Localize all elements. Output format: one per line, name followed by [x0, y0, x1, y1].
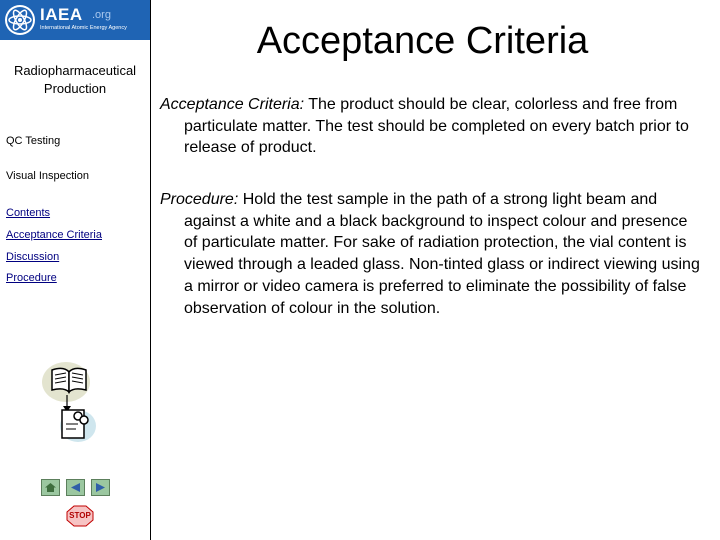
page-title: Acceptance Criteria	[256, 20, 589, 62]
stop-button[interactable]	[66, 505, 94, 527]
home-button[interactable]	[41, 479, 60, 496]
link-procedure[interactable]: Procedure	[6, 272, 57, 284]
sidebar	[0, 0, 151, 540]
acceptance-paragraph	[160, 94, 705, 159]
back-arrow-icon	[69, 482, 82, 493]
topic-label: Visual Inspection	[6, 170, 89, 182]
procedure-text: Hold the test sample in the path of a strong light beam and against a white and a black background to inspect colour and presence of particulate matter. For sake of radiation protection, the vial content is viewed through a leaded glass. Non-tinted glass or indirect viewing using a mirror or video camera is preferred to eliminate the possibility of false observation of colour in the solution.	[184, 191, 700, 317]
iaea-logo	[0, 0, 150, 40]
link-contents[interactable]: Contents	[6, 207, 51, 219]
acceptance-text: The product should be clear, colorless and free from particulate matter. The test should be completed on every batch prior to release of product.	[184, 96, 689, 157]
back-button[interactable]	[66, 479, 85, 496]
section-title: Radiopharmaceutical Production	[13, 63, 137, 96]
atom-icon	[4, 4, 36, 36]
logo-suffix: .org	[92, 9, 111, 21]
forward-arrow-icon	[94, 482, 107, 493]
link-discussion[interactable]: Discussion	[6, 251, 60, 263]
acceptance-lead: Acceptance Criteria:	[160, 96, 305, 113]
logo-subtitle: International Atomic Energy Agency	[40, 25, 127, 31]
procedure-paragraph	[160, 189, 705, 319]
procedure-lead: Procedure:	[160, 191, 239, 208]
home-icon	[44, 482, 57, 493]
logo-word: IAEA	[40, 5, 83, 24]
book-to-clipboard-icon	[40, 362, 100, 444]
stop-label: STOP	[69, 511, 91, 520]
forward-button[interactable]	[91, 479, 110, 496]
link-acceptance-criteria[interactable]: Acceptance Criteria	[6, 229, 102, 241]
subsection-label: QC Testing	[6, 135, 61, 147]
